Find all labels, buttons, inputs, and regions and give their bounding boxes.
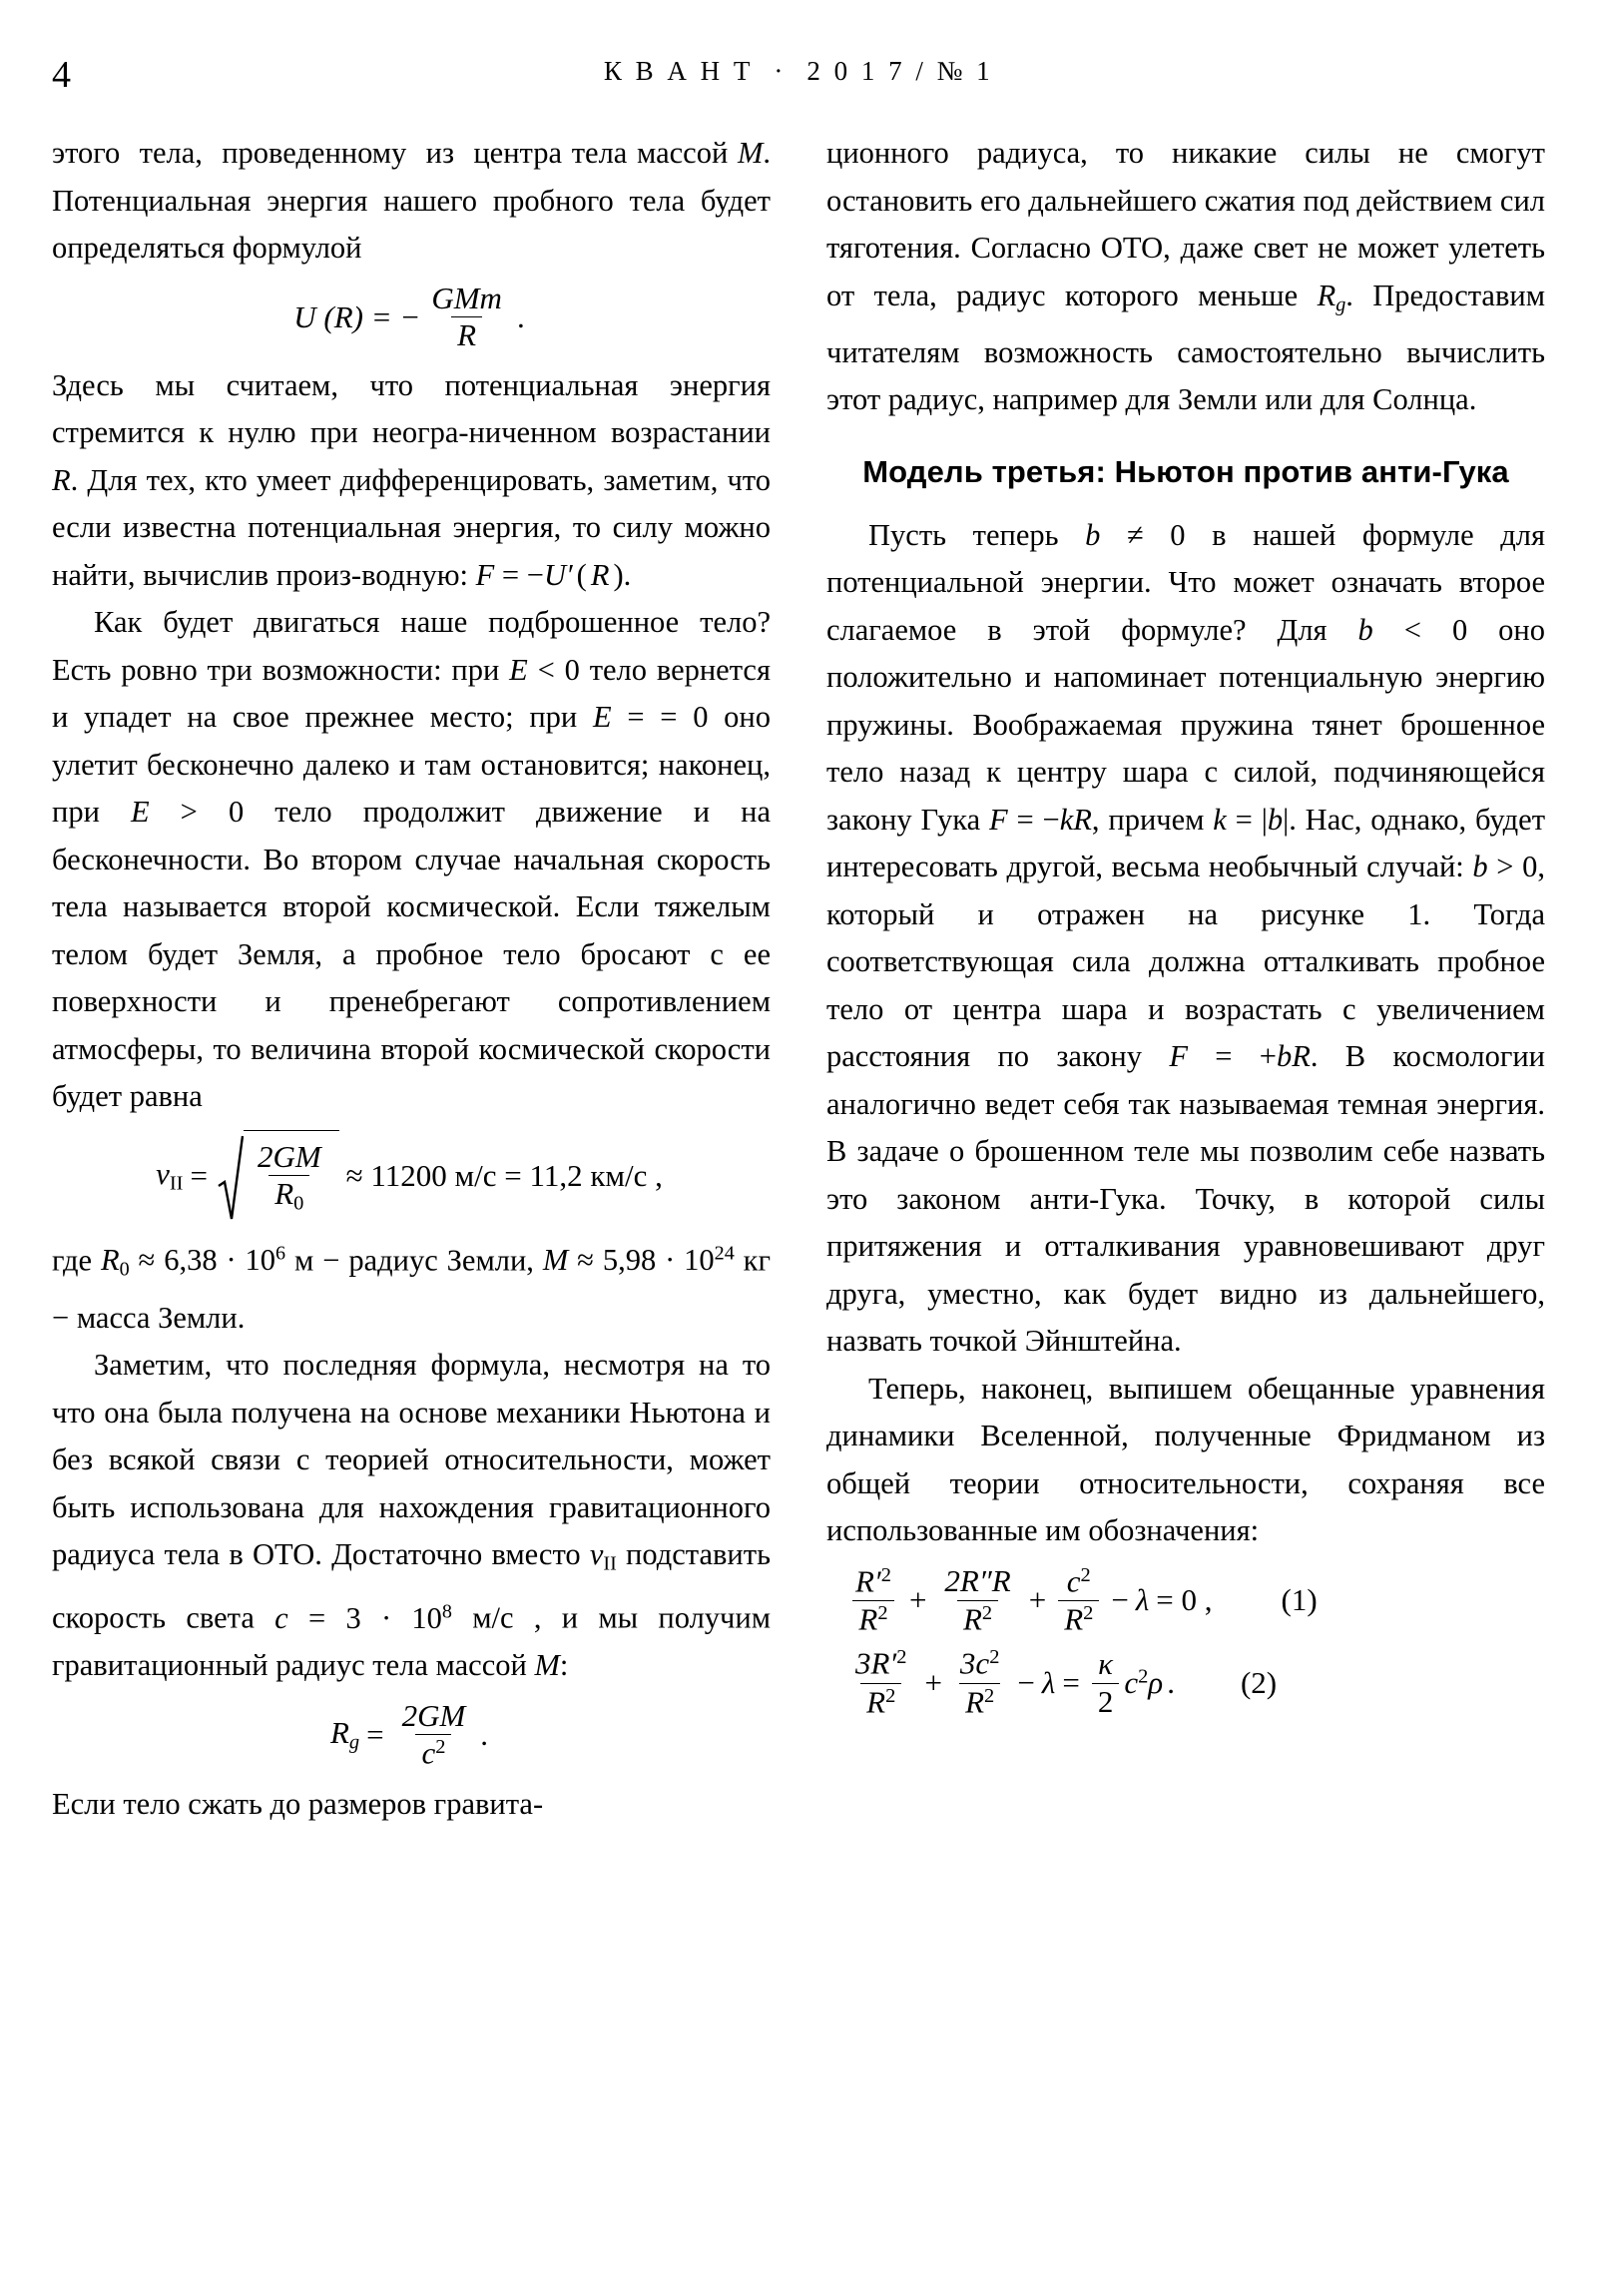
symbol-k-2: k	[1213, 802, 1227, 837]
velocity-value: ≈ 11200 м/с = 11,2 км/с ,	[345, 1157, 663, 1193]
symbol-R-subscript-g: g	[348, 1731, 360, 1754]
fraction-2GM-over-c2	[396, 1699, 472, 1772]
minus-sign: −	[1111, 1582, 1129, 1618]
denominator-symbol: R	[965, 1684, 985, 1720]
fraction-denominator	[860, 1683, 901, 1720]
prime-mark: ′	[565, 557, 573, 592]
symbol-R-2: R	[590, 557, 610, 592]
term-R-prime-squared-over-R-squared	[849, 1564, 897, 1638]
paragraph-earth-constants	[52, 1231, 771, 1342]
page-number: 4	[52, 54, 71, 96]
denominator-subscript: 0	[293, 1193, 304, 1216]
symbol-v: v	[589, 1537, 604, 1572]
denominator-symbol: R	[858, 1601, 878, 1637]
numerator-symbol: R′	[855, 1563, 881, 1599]
fraction-denominator	[1058, 1600, 1099, 1637]
relation-gt: > 0	[149, 795, 245, 830]
fraction-denominator	[959, 1683, 1000, 1720]
denominator-symbol: R	[866, 1684, 886, 1720]
text-run-c: оно улетит бесконечно далеко и там остановится; наконец, при	[52, 700, 772, 830]
plus-sign-2: +	[1028, 1582, 1047, 1618]
text-run-b: подставить скорость света	[52, 1537, 771, 1635]
equation-2	[826, 1646, 1545, 1720]
fraction-kappa-over-2	[1092, 1647, 1120, 1719]
text-run-d: м/с , и мы получим гравитационный радиус тела массой	[52, 1600, 771, 1683]
body-columns	[52, 130, 1545, 1828]
fraction-denominator: 2	[1092, 1683, 1120, 1720]
numerator-symbol: 3R′	[855, 1645, 897, 1681]
operator-eq-abs: = |	[1226, 802, 1268, 837]
paragraph-gravitational-radius	[52, 1342, 771, 1690]
symbol-R: R	[329, 1715, 349, 1751]
fraction-denominator	[268, 1175, 309, 1216]
left-column	[52, 130, 771, 1828]
symbol-M: M	[737, 136, 764, 170]
text-run-d: тело продолжит движение и на бесконечности. Во втором случае начальная скорость тела называется второй космической. Если тяжелым телом будет Земля, а пробное тело бросают с ее поверхности и пренебрегают сопротивлением атмосферы, то величина второй космической скорости будет равна	[52, 795, 771, 1114]
radicand	[244, 1130, 339, 1222]
fraction-denominator	[957, 1600, 998, 1637]
text-run-k: , который и отражен на рисунке 1. Тогда соответствующая сила должна отталкивать пробное тело от центра шара и возрастать с увеличением расстояния по закону	[826, 850, 1545, 1074]
symbol-E-3: E	[130, 795, 150, 830]
text-run-g: , причем	[1091, 802, 1214, 837]
text-run-a: Как будет двигаться наше подброшенное тело? Есть ровно три возможности: при	[52, 605, 771, 687]
symbol-c: c	[1124, 1665, 1139, 1701]
symbol-k: k	[1059, 802, 1074, 837]
denominator-exponent: 2	[435, 1736, 446, 1759]
value-light-speed: = 3 · 10	[287, 1600, 442, 1635]
minus-sign: −	[1017, 1665, 1035, 1701]
paragraph-anti-hooke	[826, 512, 1545, 1366]
symbol-Rg-subscript: g	[1335, 293, 1346, 316]
symbol-R0: R	[100, 1243, 120, 1278]
symbol-b-4: b	[1472, 850, 1488, 884]
operator-eq-minus: = −	[1007, 802, 1060, 837]
relation-eq: = = 0	[611, 700, 709, 735]
denominator-symbol: R	[274, 1176, 294, 1212]
text-run-c: м − радиус Земли,	[285, 1243, 543, 1278]
paragraph-friedmann-intro: Теперь, наконец, выпишем обещанные уравнения динамики Вселенной, полученные Фридманом из общей теории относительности, сохраняя все использованные им обозначения:	[826, 1371, 1545, 1548]
symbol-F-2: F	[1169, 1039, 1188, 1074]
plus-sign-1: +	[924, 1665, 942, 1701]
fraction-denominator	[415, 1734, 451, 1771]
text-run-e: кг − масса Земли.	[52, 1243, 771, 1335]
symbol-c: c	[274, 1600, 288, 1635]
text-run-b: тело вернется и упадет на свое прежнее место; при	[52, 652, 771, 735]
denominator-symbol: c	[421, 1735, 436, 1771]
relation-lt: < 0	[1372, 612, 1468, 647]
symbol-b-2: b	[1357, 612, 1373, 647]
operator-eq-plus: = +	[1187, 1039, 1277, 1074]
symbol-U: U	[543, 557, 566, 592]
formula-lhs: U (R) = −	[293, 298, 421, 334]
radical-sign	[218, 1130, 244, 1222]
text-run-e: :	[559, 1648, 569, 1683]
denominator-exponent: 2	[981, 1601, 993, 1624]
text-run-m: . В космологии аналогично ведет себя так называемая темная энергия. В задаче о брошенном теле мы позволим себе назвать это законом анти-Гука. Точку, в которой силы притяжения и отталкивания уравновешивают друг друга, уместно, как будет видно из дальнейшего, назвать точкой Эйнштейна.	[826, 1039, 1545, 1359]
text-run-i: |. Нас, однако, будет интересовать другой, весьма необычный случай:	[826, 802, 1546, 884]
equation-period: .	[1167, 1665, 1175, 1701]
relation-neq: ≠ 0	[1100, 517, 1186, 552]
denominator-symbol: R	[1064, 1601, 1084, 1637]
text-run-a: где	[52, 1243, 101, 1278]
fraction-denominator: R	[451, 316, 482, 353]
equation-1	[826, 1564, 1545, 1638]
symbol-b-5: b	[1276, 1039, 1293, 1074]
symbol-v-subscript: II	[169, 1172, 184, 1195]
equation-number-2: (2)	[1240, 1665, 1278, 1701]
text-run-a: Здесь мы считаем, что потенциальная энергия стремится к нулю при неогра-ниченном возрастании	[52, 367, 771, 450]
relation-lt: < 0	[527, 652, 580, 687]
fraction-numerator	[1061, 1564, 1097, 1600]
section-heading: Модель третья: Ньютон против анти-Гука	[862, 453, 1509, 489]
symbol-rho: ρ	[1148, 1665, 1164, 1701]
exponent-24: 24	[714, 1242, 735, 1265]
numerator-exponent: 2	[989, 1646, 1000, 1669]
text-run-c: = −	[494, 557, 544, 592]
fraction-numerator	[849, 1646, 912, 1682]
formula-potential-energy	[52, 282, 771, 353]
symbol-F: F	[988, 802, 1008, 837]
numerator-exponent: 2	[1080, 1563, 1091, 1586]
value-mass: ≈ 5,98 · 10	[568, 1243, 715, 1278]
symbol-F: F	[475, 557, 495, 592]
exponent-8: 8	[441, 1600, 452, 1623]
equals-sign: =	[1062, 1665, 1080, 1701]
paragraph-event-horizon	[826, 130, 1545, 424]
running-head	[52, 52, 1545, 98]
right-column	[826, 130, 1545, 1828]
symbol-v: v	[156, 1156, 170, 1192]
denominator-exponent: 2	[885, 1684, 896, 1707]
fraction-numerator	[849, 1564, 897, 1600]
square-root	[218, 1130, 339, 1222]
fraction-numerator: 2GM	[401, 1697, 466, 1733]
relation-gt: > 0	[1487, 850, 1538, 884]
denominator-exponent: 2	[877, 1601, 888, 1624]
term-3R-prime-squared-over-R-squared	[849, 1646, 912, 1720]
text-run-b: . Предоставим читателям возможность самостоятельно вычислить этот радиус, например для Земли или для Солнца.	[826, 278, 1545, 417]
term-3c-squared-over-R-squared	[954, 1646, 1005, 1720]
paren-open: (	[576, 557, 587, 592]
formula-schwarzschild-radius	[52, 1699, 771, 1772]
symbol-M-2: M	[534, 1648, 560, 1683]
formula-period: .	[516, 298, 525, 334]
text-run-e: оно положительно и напоминает потенциальную энергию пружины. Воображаемая пружина тянет брошенное тело назад к центру шара с силой, подчиняющейся закону Гука	[826, 612, 1545, 837]
fraction-numerator: GMm	[431, 280, 502, 315]
equals-zero: = 0 ,	[1156, 1582, 1213, 1618]
fraction-numerator: κ	[1098, 1645, 1113, 1681]
symbol-R: R	[1073, 802, 1092, 837]
fraction-2GM-over-R0	[252, 1140, 327, 1216]
denominator-exponent: 2	[984, 1684, 995, 1707]
equals-sign: =	[366, 1717, 384, 1753]
paragraph-zero-energy	[52, 362, 771, 600]
value-radius: ≈ 6,38 · 10	[129, 1243, 276, 1278]
paragraph-continuation: этого тела, проведенному из центра тела массой M. Потенциальная энергия нашего пробного тела будет определяться формулой	[52, 136, 771, 265]
text-run-b: . Для тех, кто умеет дифференцировать, заметим, что если известна потенциальная энергия, то силу можно найти, вычислив произ-водную:	[52, 462, 771, 592]
paren-close-period: ).	[613, 557, 632, 592]
equation-number-1: (1)	[1281, 1582, 1318, 1618]
plus-sign-1: +	[908, 1582, 927, 1618]
symbol-E-1: E	[509, 652, 528, 687]
symbol-R-2: R	[1292, 1039, 1311, 1074]
fraction-numerator: 2GM	[257, 1138, 321, 1174]
paragraph-column-break: Если тело сжать до размеров гравита-	[52, 1786, 544, 1821]
numerator-exponent: 2	[880, 1563, 891, 1586]
text-run-a: Заметим, что последняя формула, несмотря на то что она была получена на основе механики Ньютона и без всякой связи с теорией относительности, может быть использована для нахождения гравитационного радиуса тела в ОТО. Достаточно вместо	[52, 1348, 771, 1572]
fraction-numerator	[954, 1646, 1005, 1682]
term-c-squared-over-R-squared	[1058, 1564, 1099, 1638]
formula-escape-velocity	[52, 1130, 771, 1222]
symbol-R: R	[52, 462, 71, 497]
symbol-b-1: b	[1085, 517, 1101, 552]
symbol-lambda: λ	[1135, 1582, 1150, 1618]
denominator-symbol: R	[962, 1601, 982, 1637]
text-run-c: в нашей формуле для потенциальной энергии. Что может означать второе слагаемое в этой формуле? Для	[826, 517, 1545, 647]
symbol-b-3: b	[1267, 802, 1284, 837]
fraction-numerator: 2R″R	[944, 1562, 1011, 1598]
term-2RppR-over-R-squared	[938, 1564, 1016, 1637]
symbol-E-2: E	[592, 700, 612, 735]
text-run-a: Пусть теперь	[868, 517, 1086, 552]
symbol-lambda: λ	[1041, 1665, 1056, 1701]
numerator-symbol: 3c	[959, 1645, 990, 1681]
numerator-exponent: 2	[896, 1646, 907, 1669]
symbol-R0-subscript: 0	[119, 1259, 130, 1282]
paragraph-three-possibilities	[52, 599, 771, 1121]
symbol-Rg: R	[1317, 278, 1336, 312]
text-run-a: ционного радиуса, то никакие силы не смогут остановить его дальнейшего сжатия под действием сил тяготения. Согласно ОТО, даже свет не может улететь от тела, радиус которого меньше	[826, 136, 1545, 312]
exponent-6: 6	[275, 1242, 286, 1265]
fraction-denominator	[852, 1600, 893, 1637]
equals-sign: =	[190, 1157, 208, 1193]
fraction-GMm-over-R	[425, 282, 508, 353]
numerator-symbol: c	[1066, 1563, 1081, 1599]
exponent-2: 2	[1138, 1665, 1149, 1688]
running-head-title: К В А Н Т · 2 0 1 7 / № 1	[603, 56, 994, 86]
denominator-exponent: 2	[1083, 1601, 1094, 1624]
symbol-M: M	[542, 1243, 569, 1278]
formula-period: .	[480, 1717, 489, 1753]
symbol-v-subscript: II	[603, 1552, 617, 1575]
